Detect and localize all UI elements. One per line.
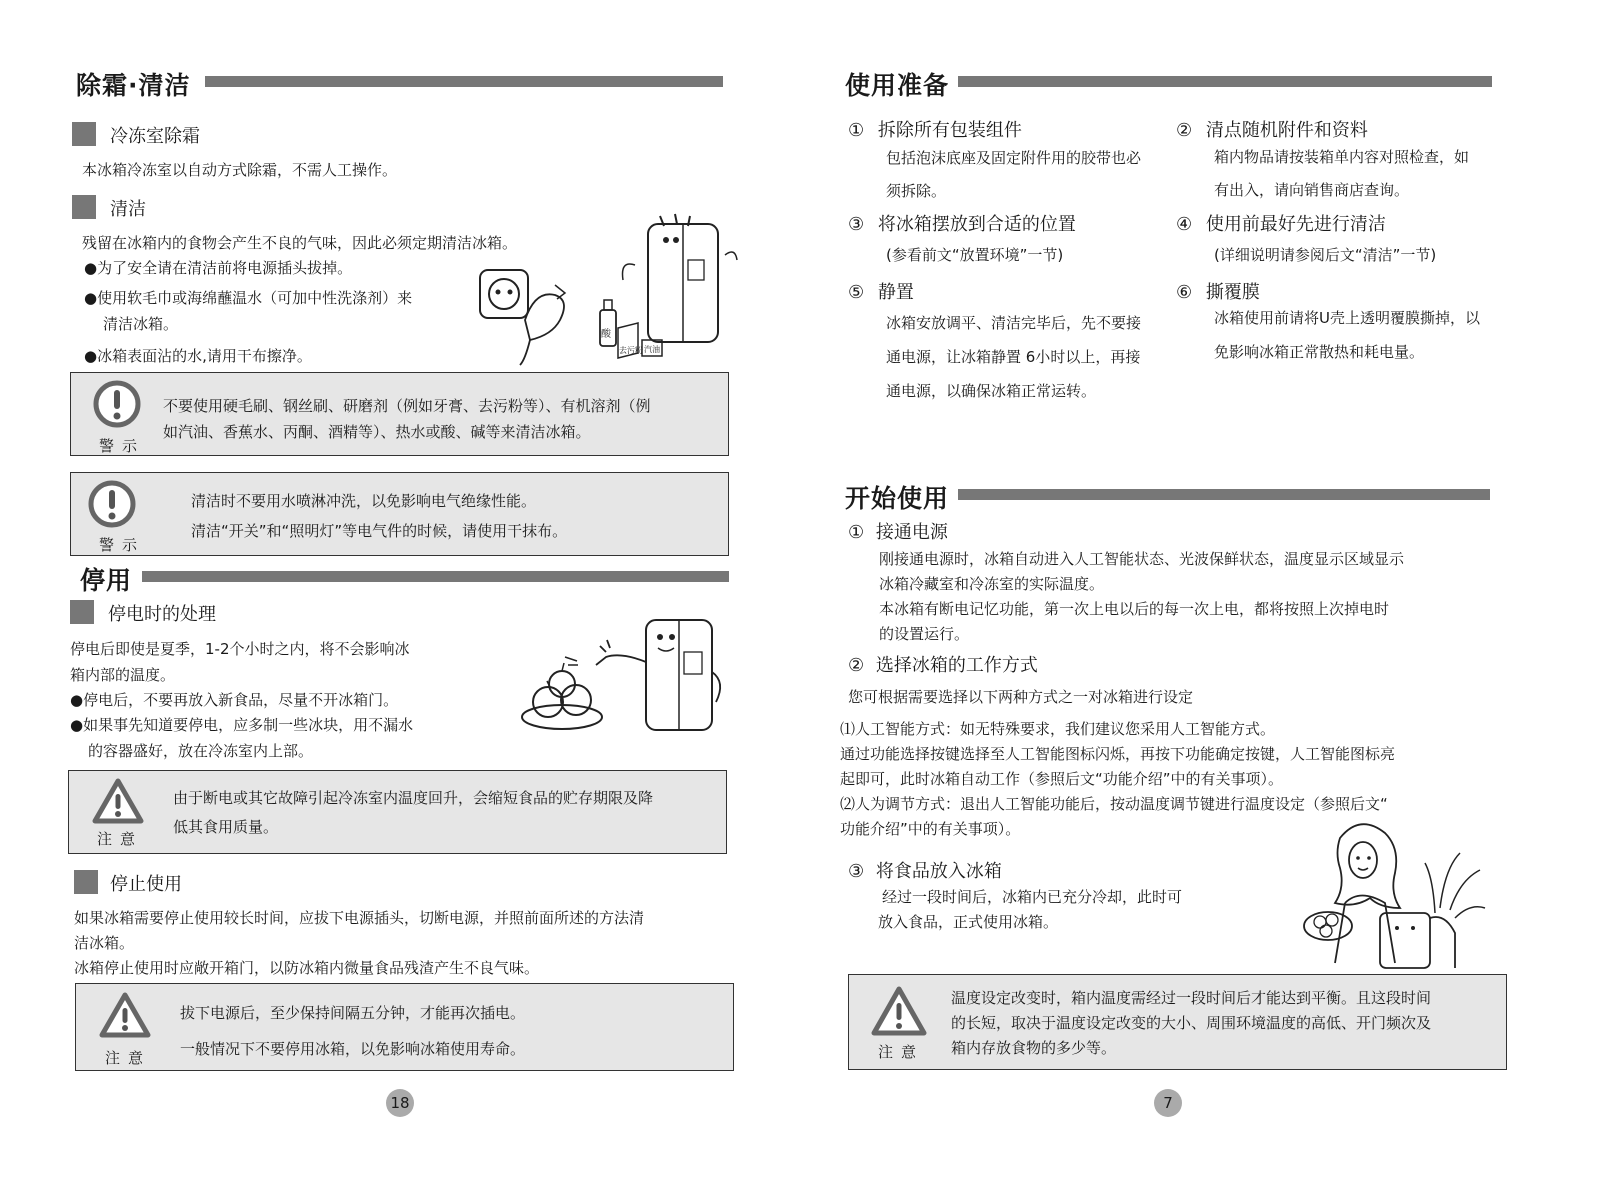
prep-item-text: 通电源，以确保冰箱正常运转。 <box>886 382 1097 400</box>
section-title-prep: 使用准备 <box>845 71 950 100</box>
woman-food-illustration <box>1300 818 1490 968</box>
power-outage-text: 箱内部的温度。 <box>70 666 176 684</box>
prep-item-4 <box>1176 210 1386 236</box>
clean-bullet: ●为了安全请在清洁前将电源插头拔掉。 <box>84 259 353 277</box>
start-step-text: ⑵人为调节方式：退出人工智能功能后，按动温度调节键进行温度设定（参照后文“ <box>840 795 1388 813</box>
step-number: ⑤ <box>848 282 865 303</box>
warning-text: 不要使用硬毛刷、钢丝刷、研磨剂（例如牙膏、去污粉等）、有机溶剂（例 <box>163 397 651 415</box>
prep-item-5 <box>848 278 914 304</box>
prep-item-text: 有出入，请向销售商店查询。 <box>1214 181 1410 199</box>
stop-use-text: 洁冰箱。 <box>74 934 135 952</box>
prep-item-3 <box>848 210 1076 236</box>
caution-box <box>848 974 1507 1070</box>
step-number: ③ <box>848 214 865 235</box>
title-bar <box>205 76 723 87</box>
start-step-text: 放入食品，正式使用冰箱。 <box>878 913 1059 931</box>
power-outage-text: 停电后即使是夏季，1-2个小时之内，将不会影响冰 <box>70 640 410 658</box>
power-outage-bullet: ●停电后，不要再放入新食品，尽量不开冰箱门。 <box>70 691 399 709</box>
freezer-defrost-text: 本冰箱冷冻室以自动方式除霜，不需人工操作。 <box>82 161 398 179</box>
stop-use-text: 冰箱停止使用时应敞开箱门，以防冰箱内微量食品残渣产生不良气味。 <box>74 959 540 977</box>
caution-text: 低其食用质量。 <box>173 818 279 836</box>
start-step-heading: 接通电源 <box>875 522 948 543</box>
prep-item-text: 免影响冰箱正常散热和耗电量。 <box>1214 343 1425 361</box>
start-step-heading: 选择冰箱的工作方式 <box>875 655 1038 676</box>
illus-label: 去污粉 <box>619 346 643 355</box>
step-number: ③ <box>848 861 865 882</box>
section-title-defrost: 除霜·清洁 <box>76 71 191 100</box>
caution-label: 注意 <box>105 1049 152 1067</box>
start-step-text: 通过功能选择按键选择至人工智能图标闪烁，再按下功能确定按键，人工智能图标亮 <box>840 745 1396 763</box>
illus-label: 汽油 <box>644 345 660 354</box>
clean-bullet: ●使用软毛巾或海绵蘸温水（可加中性洗涤剂）来 <box>84 289 413 307</box>
start-step-2 <box>848 651 1038 677</box>
clean-bullet: ●冰箱表面沾的水,请用干布擦净。 <box>84 347 312 365</box>
prep-item-text: (参看前文“放置环境”一节) <box>886 246 1064 264</box>
start-step-3 <box>848 857 1002 883</box>
step-number: ④ <box>1176 214 1193 235</box>
caution-text: 由于断电或其它故障引起冷冻室内温度回升，会缩短食品的贮存期限及降 <box>173 789 654 807</box>
start-step-text: 起即可，此时冰箱自动工作（参照后文“功能介绍”中的有关事项）。 <box>840 770 1284 788</box>
start-step-heading: 将食品放入冰箱 <box>875 861 1002 882</box>
illus-label: 酸 <box>601 329 611 340</box>
start-step-text: 冰箱冷藏室和冷冻室的实际温度。 <box>879 575 1105 593</box>
prep-item-6 <box>1176 278 1260 304</box>
warning-label: 警示 <box>99 437 146 455</box>
title-bar <box>958 489 1490 500</box>
warning-box <box>70 372 729 456</box>
prep-item-1 <box>848 116 1022 142</box>
prep-item-text: 须拆除。 <box>886 182 947 200</box>
warning-triangle-icon <box>872 985 926 1035</box>
step-number: ① <box>848 120 865 141</box>
caution-text: 一般情况下不要停用冰箱，以免影响冰箱使用寿命。 <box>180 1040 526 1058</box>
cleaning-illustration <box>470 210 750 370</box>
caution-label: 注意 <box>97 830 144 848</box>
start-step-text: 经过一段时间后，冰箱内已充分冷却，此时可 <box>882 888 1183 906</box>
warning-triangle-icon <box>93 777 143 823</box>
heading-square <box>70 600 94 624</box>
clean-intro: 残留在冰箱内的食物会产生不良的气味，因此必须定期清洁冰箱。 <box>82 234 518 252</box>
step-number: ① <box>848 522 865 543</box>
prep-item-heading: 拆除所有包装组件 <box>877 120 1022 141</box>
prep-item-2 <box>1176 116 1368 142</box>
start-step-1 <box>848 518 948 544</box>
caution-box <box>68 770 727 854</box>
warning-text: 如汽油、香蕉水、丙酮、酒精等）、热水或酸、碱等来清洁冰箱。 <box>163 423 591 441</box>
power-outage-bullet: ●如果事先知道要停电，应多制一些冰块，用不漏水 <box>70 716 414 734</box>
prep-item-text: 通电源，让冰箱静置 6小时以上，再接 <box>886 348 1141 366</box>
freezer-defrost-heading: 冷冻室除霜 <box>110 126 200 147</box>
warning-triangle-icon <box>100 991 150 1037</box>
warning-label: 警示 <box>99 536 146 554</box>
prep-item-heading: 撕覆膜 <box>1205 282 1260 303</box>
power-outage-bullet-cont: 的容器盛好，放在冷冻室内上部。 <box>88 742 314 760</box>
prep-item-text: 冰箱安放调平、清洁完毕后，先不要接 <box>886 314 1142 332</box>
warning-box <box>70 472 729 556</box>
warning-text: 清洁“开关”和“照明灯”等电气件的时候，请使用干抹布。 <box>191 522 568 540</box>
caution-text: 箱内存放食物的多少等。 <box>951 1039 1117 1057</box>
caution-text: 拔下电源后，至少保持间隔五分钟，才能再次插电。 <box>180 1004 526 1022</box>
prep-item-heading: 将冰箱摆放到合适的位置 <box>877 214 1076 235</box>
clean-bullet-cont: 清洁冰箱。 <box>103 315 179 333</box>
exclamation-circle-icon <box>92 379 142 429</box>
step-number: ② <box>1176 120 1193 141</box>
prep-item-text: 冰箱使用前请将U壳上透明覆膜撕掉，以 <box>1214 309 1480 327</box>
step-number: ② <box>848 655 865 676</box>
title-bar <box>142 571 729 582</box>
clean-heading: 清洁 <box>110 199 146 220</box>
stop-use-text: 如果冰箱需要停止使用较长时间，应拔下电源插头，切断电源，并照前面所述的方法清 <box>74 909 645 927</box>
start-step-text: 功能介绍”中的有关事项）。 <box>840 820 1021 838</box>
caution-box <box>75 983 734 1071</box>
heading-square <box>74 870 98 894</box>
heading-square <box>72 195 96 219</box>
start-step-text: 刚接通电源时，冰箱自动进入人工智能状态、光波保鲜状态，温度显示区域显示 <box>879 550 1405 568</box>
page-number: 7 <box>1154 1089 1182 1117</box>
start-step-text: 您可根据需要选择以下两种方式之一对冰箱进行设定 <box>848 688 1194 706</box>
page-number: 18 <box>386 1089 414 1117</box>
prep-item-text: 箱内物品请按装箱单内容对照检查，如 <box>1214 148 1470 166</box>
title-bar <box>958 76 1492 87</box>
section-title-stop: 停用 <box>80 566 133 595</box>
fridge-fruit-illustration <box>520 612 730 742</box>
power-outage-heading: 停电时的处理 <box>108 604 216 625</box>
prep-item-text: 包括泡沫底座及固定附件用的胶带也必 <box>886 149 1142 167</box>
start-step-text: 本冰箱有断电记忆功能，第一次上电以后的每一次上电，都将按照上次掉电时 <box>879 600 1390 618</box>
start-step-text: ⑴人工智能方式：如无特殊要求，我们建议您采用人工智能方式。 <box>840 720 1276 738</box>
exclamation-circle-icon <box>87 479 137 529</box>
stop-use-heading: 停止使用 <box>110 874 182 895</box>
prep-item-heading: 使用前最好先进行清洁 <box>1205 214 1386 235</box>
step-number: ⑥ <box>1176 282 1193 303</box>
prep-item-text: (详细说明请参阅后文“清洁”一节) <box>1214 246 1437 264</box>
caution-label: 注意 <box>878 1043 925 1061</box>
caution-text: 温度设定改变时，箱内温度需经过一段时间后才能达到平衡。且这段时间 <box>951 989 1432 1007</box>
prep-item-heading: 静置 <box>877 282 914 303</box>
warning-text: 清洁时不要用水喷淋冲洗，以免影响电气绝缘性能。 <box>191 492 537 510</box>
prep-item-heading: 清点随机附件和资料 <box>1205 120 1368 141</box>
caution-text: 的长短，取决于温度设定改变的大小、周围环境温度的高低、开门频次及 <box>951 1014 1432 1032</box>
start-step-text: 的设置运行。 <box>879 625 970 643</box>
heading-square <box>72 122 96 146</box>
section-title-start: 开始使用 <box>845 484 950 513</box>
